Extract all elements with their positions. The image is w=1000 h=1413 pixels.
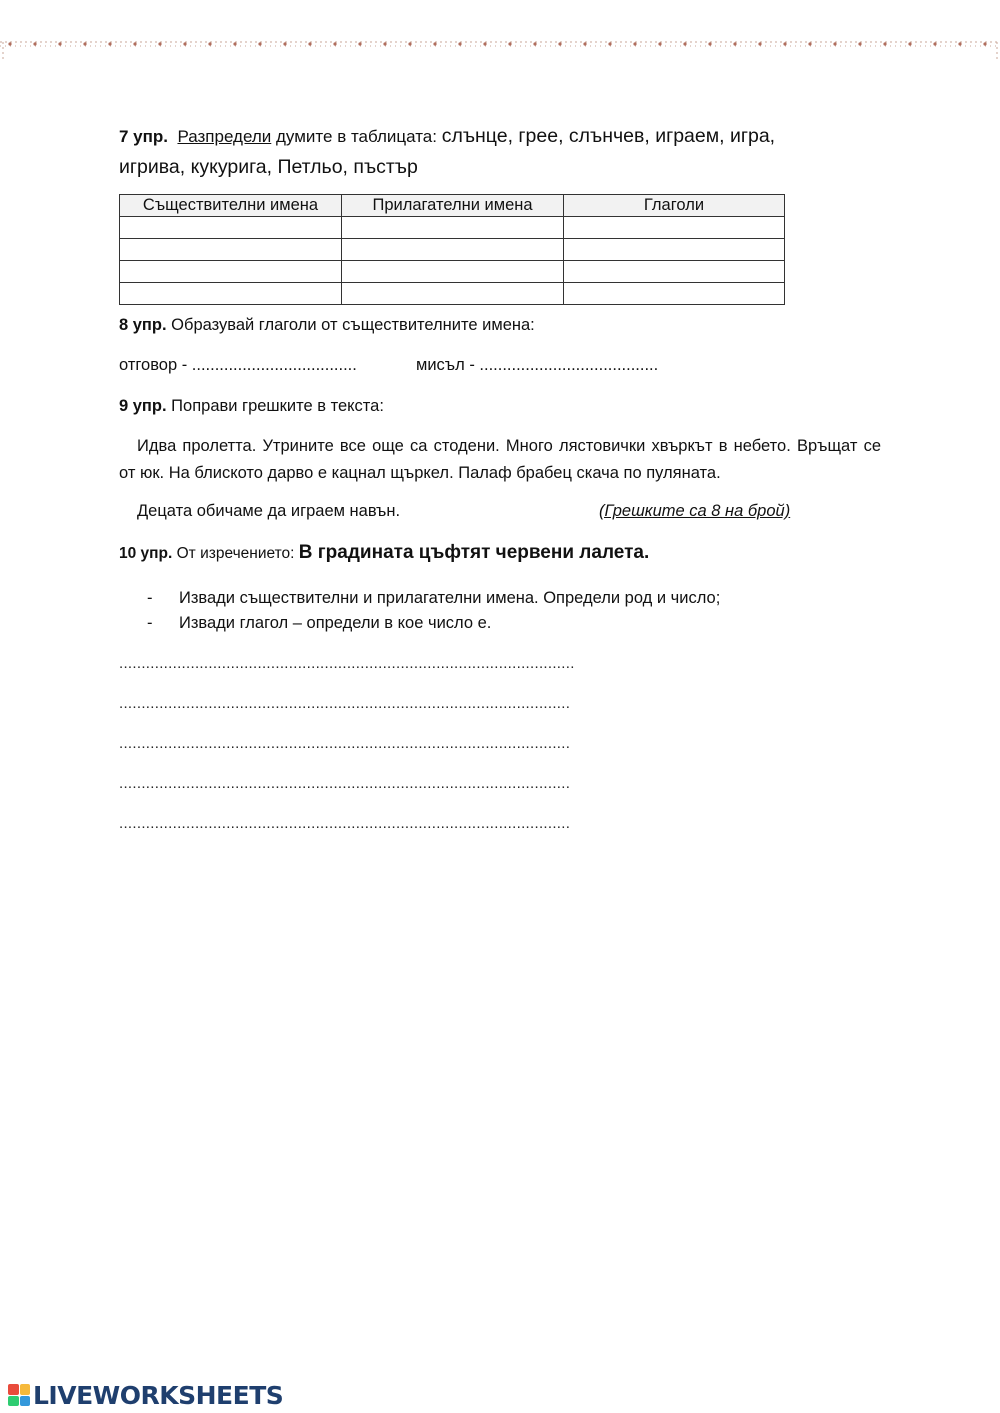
answer-cell[interactable] (564, 239, 785, 261)
exercise-7-number: 7 упр. (119, 127, 169, 146)
table-header-nouns: Съществителни имена (120, 195, 342, 217)
logo-blocks-icon (8, 1384, 30, 1406)
table-row (120, 261, 785, 283)
word-sorting-table (119, 194, 785, 305)
exercise-7 (119, 121, 881, 183)
exercise-7-words-line2: игрива, кукурига, Петльо, пъстър (119, 156, 418, 178)
exercise-8-item-1[interactable]: отговор - .................................... (119, 356, 357, 374)
answer-cell[interactable] (564, 283, 785, 305)
exercise-10-number: 10 упр. (119, 545, 173, 562)
answer-line[interactable]: ...................................................................................................... (119, 655, 575, 672)
exercise-7-words: слънце, грее, слънчев, играем, игра, (441, 125, 776, 147)
answer-cell[interactable] (120, 217, 342, 239)
answer-cell[interactable] (342, 217, 564, 239)
exercise-9-instruction: Поправи грешките в текста: (171, 397, 384, 415)
exercise-9-text: Идва пролетта. Утрините все още са стодени. Много лястовички хвъркът в небето. Връщат се от юк. На блиското дарво е кацнал щъркел. Палаф брабец скача по пуляната. (119, 437, 881, 482)
answer-line[interactable]: ..................................................................................................... (119, 695, 571, 712)
answer-line[interactable]: ..................................................................................................... (119, 735, 571, 752)
exercise-9-text-2: Децата обичаме да играем навън. (137, 502, 401, 520)
list-item (147, 589, 720, 608)
table-row (120, 239, 785, 261)
exercise-8-item-2[interactable]: мисъл - ....................................... (416, 356, 659, 374)
liveworksheets-logo (8, 1380, 283, 1410)
answer-line[interactable]: ..................................................................................................... (119, 775, 571, 792)
answer-cell[interactable] (342, 261, 564, 283)
exercise-9-heading (119, 397, 384, 416)
answer-cell[interactable] (120, 239, 342, 261)
exercise-10-instruction: От изречението: (176, 545, 295, 562)
exercise-10-heading (119, 542, 649, 564)
exercise-9-note: (Грешките са 8 на брой) (599, 502, 791, 520)
bullet-dash: - (147, 614, 153, 632)
task-text: Извади глагол – определи в кое число е. (179, 614, 492, 632)
answer-cell[interactable] (120, 283, 342, 305)
table-header-adjectives: Прилагателни имена (342, 195, 564, 217)
answer-cell[interactable] (564, 261, 785, 283)
exercise-8-heading (119, 316, 535, 335)
answer-cell[interactable] (342, 239, 564, 261)
answer-cell[interactable] (342, 283, 564, 305)
logo-text: LIVEWORKSHEETS (33, 1380, 284, 1410)
answer-cell[interactable] (120, 261, 342, 283)
exercise-8-number: 8 упр. (119, 316, 167, 334)
bullet-dash: - (147, 589, 153, 607)
table-header-verbs: Глаголи (564, 195, 785, 217)
decorative-border (0, 38, 1000, 64)
exercise-7-instruction-verb: Разпредели (177, 127, 272, 146)
exercise-10-sentence: В градината цъфтят червени лалета. (298, 542, 650, 563)
exercise-9-number: 9 упр. (119, 397, 167, 415)
exercise-7-instruction: думите в таблицата: (276, 127, 437, 146)
table-row (120, 217, 785, 239)
answer-line[interactable]: ..................................................................................................... (119, 815, 571, 832)
answer-cell[interactable] (564, 217, 785, 239)
list-item (147, 614, 491, 633)
task-text: Извади съществителни и прилагателни имена. Определи род и число; (179, 589, 721, 607)
table-row (120, 283, 785, 305)
exercise-8-instruction: Образувай глаголи от съществителните имена: (171, 316, 535, 334)
